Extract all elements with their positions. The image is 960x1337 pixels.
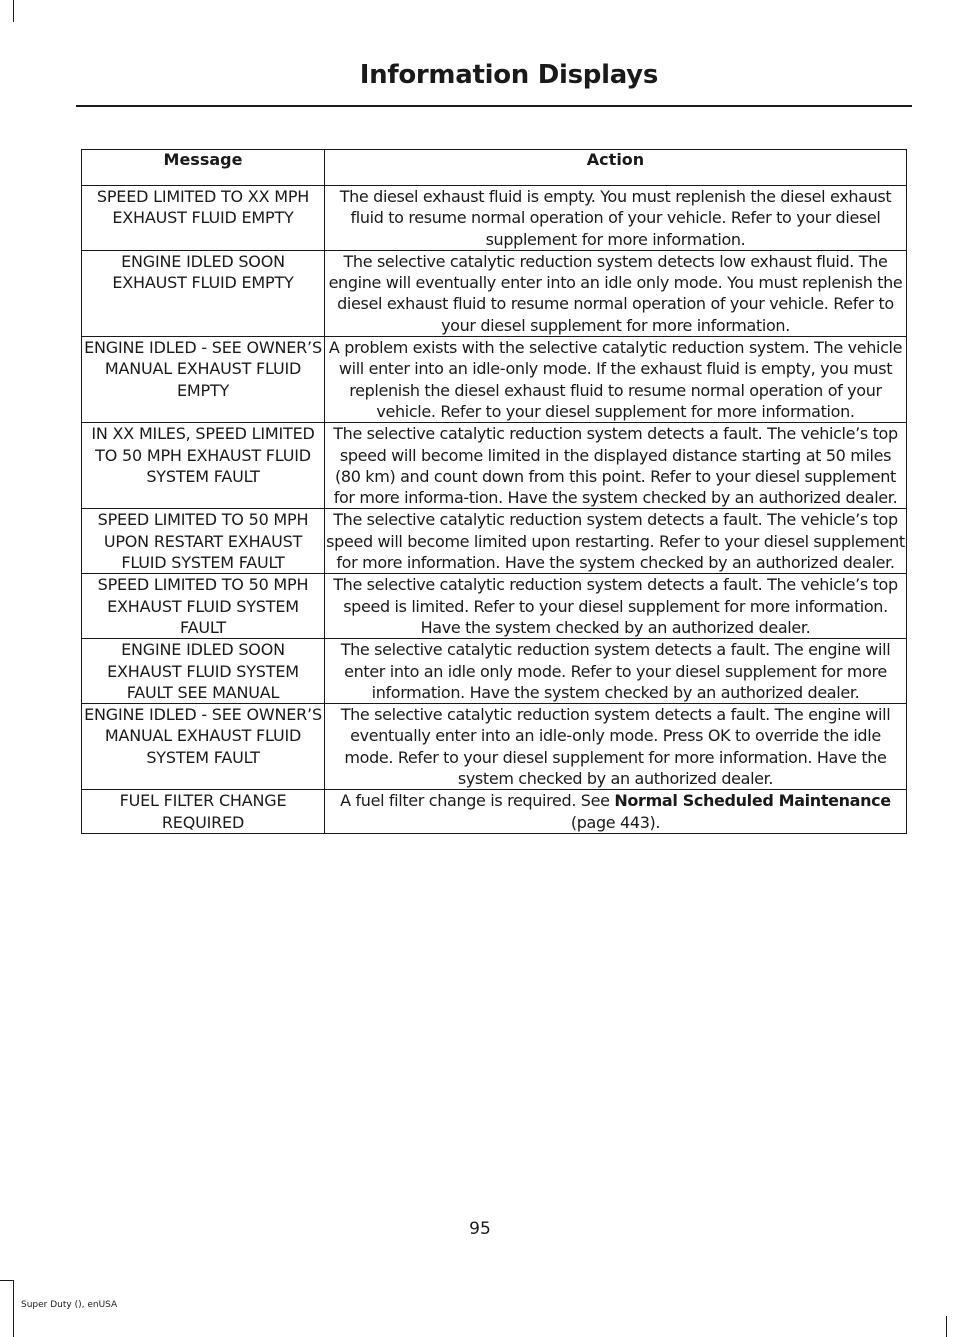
message-cell: IN XX MILES, SPEED LIMITED TO 50 MPH EXHAUST FLUID SYSTEM FAULT (82, 423, 325, 509)
message-cell: SPEED LIMITED TO XX MPH EXHAUST FLUID EMPTY (82, 186, 325, 251)
table-row (82, 790, 907, 834)
message-cell: SPEED LIMITED TO 50 MPH EXHAUST FLUID SYSTEM FAULT (82, 574, 325, 639)
message-cell: FUEL FILTER CHANGE REQUIRED (82, 790, 325, 834)
action-cell: The selective catalytic reduction system detects a fault. The vehicle’s top speed is limited. Refer to your diesel supplement for more information. Have the system checked by an authorized dealer. (325, 574, 907, 639)
action-cell: The selective catalytic reduction system detects a fault. The engine will enter into an idle only mode. Refer to your diesel supplement for more information. Have the system checked by an authorized dealer. (325, 639, 907, 704)
crop-mark-bottom-left-horizontal (0, 1280, 14, 1281)
action-cell (325, 790, 907, 834)
table-row (82, 250, 907, 336)
action-cell: The selective catalytic reduction system detects a fault. The engine will eventually enter into an idle-only mode. Press OK to override the idle mode. Refer to your diesel supplement for more information. Have the system checked by an authorized dealer. (325, 704, 907, 790)
crop-mark-top-left (13, 0, 14, 22)
message-cell: SPEED LIMITED TO 50 MPH UPON RESTART EXHAUST FLUID SYSTEM FAULT (82, 509, 325, 574)
message-cell: ENGINE IDLED - SEE OWNER’S MANUAL EXHAUST FLUID SYSTEM FAULT (82, 704, 325, 790)
page-number: 95 (469, 1219, 491, 1239)
table-row (82, 337, 907, 423)
table-row (82, 704, 907, 790)
message-cell: ENGINE IDLED SOON EXHAUST FLUID SYSTEM FAULT SEE MANUAL (82, 639, 325, 704)
cross-reference-link[interactable]: Normal Scheduled Maintenance (614, 791, 891, 811)
table-row (82, 186, 907, 251)
action-cell: The selective catalytic reduction system detects low exhaust fluid. The engine will eventually enter into an idle only mode. You must replenish the diesel exhaust fluid to resume normal operation of your vehicle. Refer to your diesel supplement for more information. (325, 250, 907, 336)
action-text-suffix: (page 443). (570, 812, 661, 832)
column-header-action: Action (325, 150, 907, 186)
message-cell: ENGINE IDLED SOON EXHAUST FLUID EMPTY (82, 250, 325, 336)
message-action-table (81, 149, 907, 834)
table-row (82, 639, 907, 704)
table-header-row (82, 150, 907, 186)
action-cell: The selective catalytic reduction system detects a fault. The vehicle’s top speed will become limited upon restarting. Refer to your diesel supplement for more information. Have the system checked by an authorized dealer. (326, 510, 905, 573)
action-text-prefix: A fuel filter change is required. See (340, 791, 615, 811)
crop-mark-bottom-left-vertical (13, 1280, 14, 1337)
table-row (82, 574, 907, 639)
action-cell: The diesel exhaust fluid is empty. You must replenish the diesel exhaust fluid to resume normal operation of your vehicle. Refer to your diesel supplement for more information. (325, 186, 907, 251)
header-divider (76, 105, 912, 107)
column-header-message: Message (82, 150, 325, 186)
document-info: Super Duty (), enUSA (21, 1300, 118, 1310)
action-cell: The selective catalytic reduction system detects a fault. The vehicle’s top speed will become limited in the displayed distance starting at 50 miles (80 km) and count down from this point. Refer to your diesel supplement for more informa-tion. Have the system checked by an authorized dealer. (325, 423, 907, 509)
table-row (82, 509, 907, 574)
page-title: Information Displays (359, 60, 658, 90)
crop-mark-bottom-right (946, 1316, 947, 1337)
message-cell: ENGINE IDLED - SEE OWNER’S MANUAL EXHAUST FLUID EMPTY (82, 337, 325, 423)
action-cell: A problem exists with the selective catalytic reduction system. The vehicle will enter into an idle-only mode. If the exhaust fluid is empty, you must replenish the diesel exhaust fluid to resume normal operation of your vehicle. Refer to your diesel supplement for more information. (325, 337, 907, 423)
table-row (82, 423, 907, 509)
